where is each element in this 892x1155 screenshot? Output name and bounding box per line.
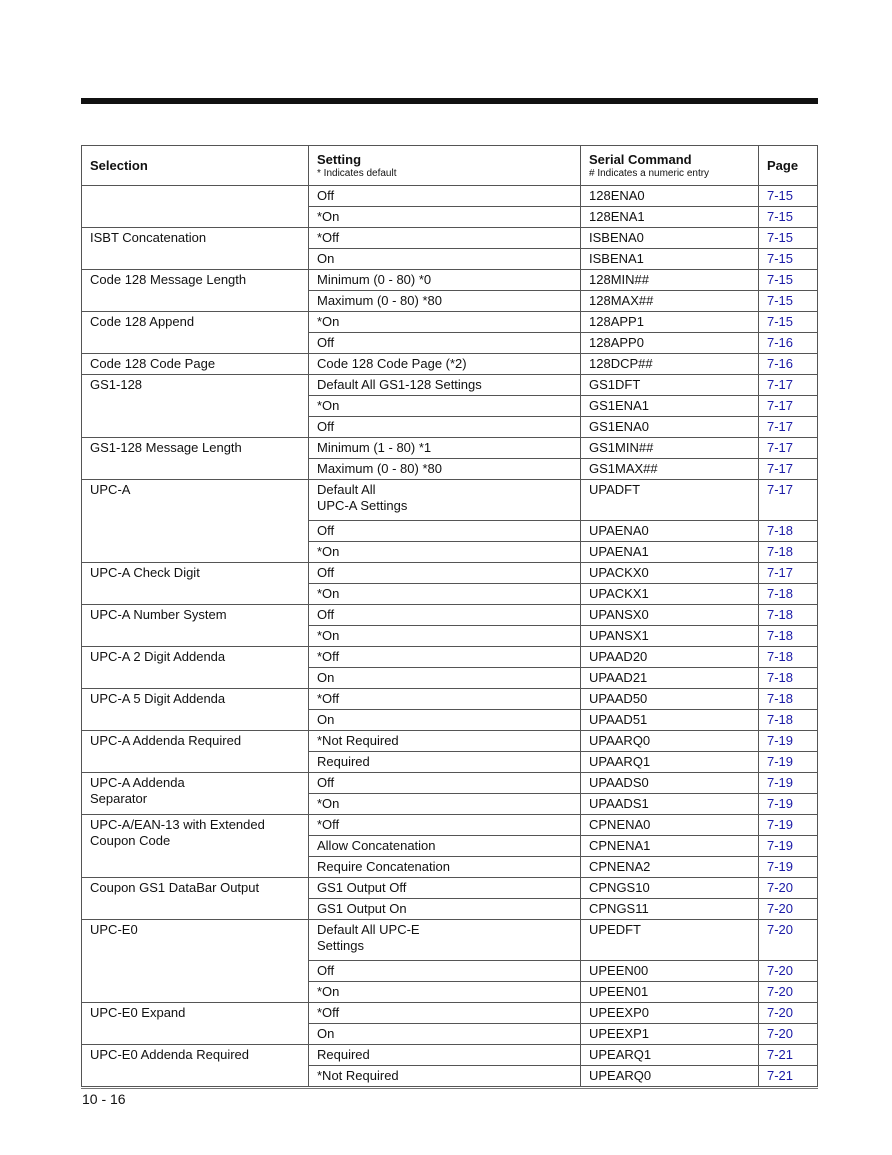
setting-cell: Off — [309, 417, 581, 438]
setting-cell: *On — [309, 982, 581, 1003]
command-cell: UPAAD51 — [581, 710, 759, 731]
command-cell: UPAAD21 — [581, 668, 759, 689]
page-link[interactable]: 7-18 — [759, 584, 818, 605]
setting-cell: Off — [309, 333, 581, 354]
page-link[interactable]: 7-19 — [759, 857, 818, 878]
setting-cell: *On — [309, 396, 581, 417]
setting-cell: Code 128 Code Page (*2) — [309, 354, 581, 375]
command-cell: UPEEN01 — [581, 982, 759, 1003]
command-cell: CPNGS11 — [581, 899, 759, 920]
page-link[interactable]: 7-18 — [759, 668, 818, 689]
page-link[interactable]: 7-15 — [759, 270, 818, 291]
selection-cell: GS1-128 Message Length — [82, 438, 309, 480]
command-cell: UPAARQ1 — [581, 752, 759, 773]
selection-cell: UPC-A Check Digit — [82, 563, 309, 605]
page-link[interactable]: 7-18 — [759, 689, 818, 710]
selection-cell: Coupon GS1 DataBar Output — [82, 878, 309, 920]
command-cell: 128MIN## — [581, 270, 759, 291]
setting-cell: GS1 Output On — [309, 899, 581, 920]
setting-cell: Off — [309, 605, 581, 626]
setting-cell: *On — [309, 794, 581, 815]
command-cell: CPNENA2 — [581, 857, 759, 878]
page-link[interactable]: 7-19 — [759, 794, 818, 815]
header-selection: Selection — [82, 146, 309, 186]
setting-cell: On — [309, 668, 581, 689]
table-row — [82, 647, 818, 668]
command-cell: UPAAD20 — [581, 647, 759, 668]
command-cell: GS1DFT — [581, 375, 759, 396]
command-cell: UPANSX1 — [581, 626, 759, 647]
page-link[interactable]: 7-20 — [759, 961, 818, 982]
serial-command-table — [81, 145, 818, 1087]
table-row — [82, 480, 818, 521]
page-link[interactable]: 7-17 — [759, 375, 818, 396]
command-cell: UPADFT — [581, 480, 759, 521]
table-row — [82, 270, 818, 291]
table-row — [82, 186, 818, 207]
page-link[interactable]: 7-19 — [759, 752, 818, 773]
command-cell: GS1MIN## — [581, 438, 759, 459]
command-cell: UPAENA1 — [581, 542, 759, 563]
page-link[interactable]: 7-18 — [759, 521, 818, 542]
table-row — [82, 563, 818, 584]
page-link[interactable]: 7-19 — [759, 836, 818, 857]
selection-cell: GS1-128 — [82, 375, 309, 438]
setting-cell: *Off — [309, 647, 581, 668]
setting-cell: *On — [309, 626, 581, 647]
selection-cell: UPC-A/EAN-13 with Extended Coupon Code — [82, 815, 309, 878]
header-page: Page — [759, 146, 818, 186]
table-row — [82, 920, 818, 961]
command-cell: UPAADS1 — [581, 794, 759, 815]
selection-cell: Code 128 Message Length — [82, 270, 309, 312]
command-cell: UPEEXP1 — [581, 1024, 759, 1045]
command-cell: GS1MAX## — [581, 459, 759, 480]
setting-cell: Off — [309, 961, 581, 982]
top-rule — [81, 98, 818, 104]
setting-cell: Require Concatenation — [309, 857, 581, 878]
selection-cell: UPC-E0 Expand — [82, 1003, 309, 1045]
setting-cell: Minimum (0 - 80) *0 — [309, 270, 581, 291]
command-cell: ISBENA1 — [581, 249, 759, 270]
command-cell: 128APP1 — [581, 312, 759, 333]
page-link[interactable]: 7-20 — [759, 1003, 818, 1024]
command-cell: UPAADS0 — [581, 773, 759, 794]
command-cell: UPEEN00 — [581, 961, 759, 982]
page-link[interactable]: 7-21 — [759, 1066, 818, 1087]
setting-cell: *On — [309, 312, 581, 333]
page-link[interactable]: 7-18 — [759, 605, 818, 626]
setting-cell: Off — [309, 186, 581, 207]
page-link[interactable]: 7-15 — [759, 186, 818, 207]
table-row — [82, 375, 818, 396]
page-link[interactable]: 7-17 — [759, 480, 818, 521]
selection-cell: UPC-E0 Addenda Required — [82, 1045, 309, 1087]
command-cell: UPAAD50 — [581, 689, 759, 710]
bottom-rule — [81, 1088, 818, 1089]
command-cell: UPAENA0 — [581, 521, 759, 542]
command-cell: UPEARQ1 — [581, 1045, 759, 1066]
command-cell: 128DCP## — [581, 354, 759, 375]
table-body — [82, 186, 818, 1087]
command-cell: CPNENA1 — [581, 836, 759, 857]
selection-cell: UPC-E0 — [82, 920, 309, 1003]
page-link[interactable]: 7-20 — [759, 878, 818, 899]
setting-cell: Default All UPC-A Settings — [309, 480, 581, 521]
selection-cell: UPC-A 2 Digit Addenda — [82, 647, 309, 689]
selection-cell: Code 128 Append — [82, 312, 309, 354]
table-row — [82, 815, 818, 836]
table-header-row — [82, 146, 818, 186]
setting-cell: *On — [309, 542, 581, 563]
setting-cell: Off — [309, 563, 581, 584]
command-cell: UPACKX1 — [581, 584, 759, 605]
page-link[interactable]: 7-17 — [759, 563, 818, 584]
setting-cell: Default All GS1-128 Settings — [309, 375, 581, 396]
selection-cell — [82, 186, 309, 228]
table-row — [82, 438, 818, 459]
table-row — [82, 605, 818, 626]
page-link[interactable]: 7-17 — [759, 438, 818, 459]
setting-cell: Off — [309, 773, 581, 794]
command-cell: 128ENA0 — [581, 186, 759, 207]
setting-cell: Maximum (0 - 80) *80 — [309, 459, 581, 480]
setting-cell: *On — [309, 584, 581, 605]
command-cell: UPANSX0 — [581, 605, 759, 626]
page-link[interactable]: 7-17 — [759, 459, 818, 480]
setting-cell: On — [309, 710, 581, 731]
header-serial-note: # Indicates a numeric entry — [589, 167, 710, 179]
header-setting-note: * Indicates default — [317, 167, 397, 179]
page-link[interactable]: 7-17 — [759, 417, 818, 438]
selection-cell: Code 128 Code Page — [82, 354, 309, 375]
page-number: 10 - 16 — [82, 1091, 126, 1107]
page-link[interactable]: 7-20 — [759, 982, 818, 1003]
command-cell: UPEARQ0 — [581, 1066, 759, 1087]
command-cell: 128MAX## — [581, 291, 759, 312]
header-setting-label: Setting — [317, 151, 362, 167]
setting-cell: Minimum (1 - 80) *1 — [309, 438, 581, 459]
table-row — [82, 689, 818, 710]
page-link[interactable]: 7-15 — [759, 312, 818, 333]
command-cell: CPNGS10 — [581, 878, 759, 899]
setting-cell: Allow Concatenation — [309, 836, 581, 857]
page-link[interactable]: 7-21 — [759, 1045, 818, 1066]
selection-cell: UPC-A Addenda Required — [82, 731, 309, 773]
page-link[interactable]: 7-19 — [759, 815, 818, 836]
command-cell: UPEDFT — [581, 920, 759, 961]
command-cell: ISBENA0 — [581, 228, 759, 249]
page-link[interactable]: 7-16 — [759, 333, 818, 354]
setting-cell: Off — [309, 521, 581, 542]
table-row — [82, 354, 818, 375]
setting-cell: *Off — [309, 228, 581, 249]
page-link[interactable]: 7-20 — [759, 920, 818, 961]
page-link[interactable]: 7-20 — [759, 1024, 818, 1045]
table-row — [82, 731, 818, 752]
setting-cell: On — [309, 249, 581, 270]
table-row — [82, 1003, 818, 1024]
table-row — [82, 1045, 818, 1066]
command-cell: 128ENA1 — [581, 207, 759, 228]
table-row — [82, 312, 818, 333]
page-link[interactable]: 7-18 — [759, 710, 818, 731]
setting-cell: GS1 Output Off — [309, 878, 581, 899]
table-row — [82, 228, 818, 249]
page-link[interactable]: 7-15 — [759, 207, 818, 228]
selection-cell: UPC-A Number System — [82, 605, 309, 647]
setting-cell: Required — [309, 752, 581, 773]
header-serial-command — [581, 146, 759, 186]
page-link[interactable]: 7-18 — [759, 647, 818, 668]
page-link[interactable]: 7-15 — [759, 291, 818, 312]
command-cell: UPEEXP0 — [581, 1003, 759, 1024]
page-link[interactable]: 7-19 — [759, 731, 818, 752]
page-link[interactable]: 7-18 — [759, 626, 818, 647]
setting-cell: *On — [309, 207, 581, 228]
setting-cell: *Not Required — [309, 1066, 581, 1087]
setting-cell: *Off — [309, 815, 581, 836]
command-cell: UPACKX0 — [581, 563, 759, 584]
page-link[interactable]: 7-20 — [759, 899, 818, 920]
table-row — [82, 878, 818, 899]
command-cell: GS1ENA0 — [581, 417, 759, 438]
table-row — [82, 773, 818, 794]
setting-cell: *Off — [309, 1003, 581, 1024]
selection-cell: UPC-A 5 Digit Addenda — [82, 689, 309, 731]
setting-cell: On — [309, 1024, 581, 1045]
setting-cell: *Not Required — [309, 731, 581, 752]
command-cell: CPNENA0 — [581, 815, 759, 836]
header-serial-label: Serial Command — [589, 151, 692, 167]
selection-cell: ISBT Concatenation — [82, 228, 309, 270]
page-link[interactable]: 7-15 — [759, 228, 818, 249]
setting-cell: *Off — [309, 689, 581, 710]
command-cell: GS1ENA1 — [581, 396, 759, 417]
setting-cell: Default All UPC-E Settings — [309, 920, 581, 961]
selection-cell: UPC-A — [82, 480, 309, 563]
command-cell: 128APP0 — [581, 333, 759, 354]
page-link[interactable]: 7-19 — [759, 773, 818, 794]
page-link[interactable]: 7-17 — [759, 396, 818, 417]
command-cell: UPAARQ0 — [581, 731, 759, 752]
header-setting — [309, 146, 581, 186]
page-link[interactable]: 7-16 — [759, 354, 818, 375]
setting-cell: Maximum (0 - 80) *80 — [309, 291, 581, 312]
setting-cell: Required — [309, 1045, 581, 1066]
page-link[interactable]: 7-15 — [759, 249, 818, 270]
page-link[interactable]: 7-18 — [759, 542, 818, 563]
selection-cell: UPC-A Addenda Separator — [82, 773, 309, 815]
